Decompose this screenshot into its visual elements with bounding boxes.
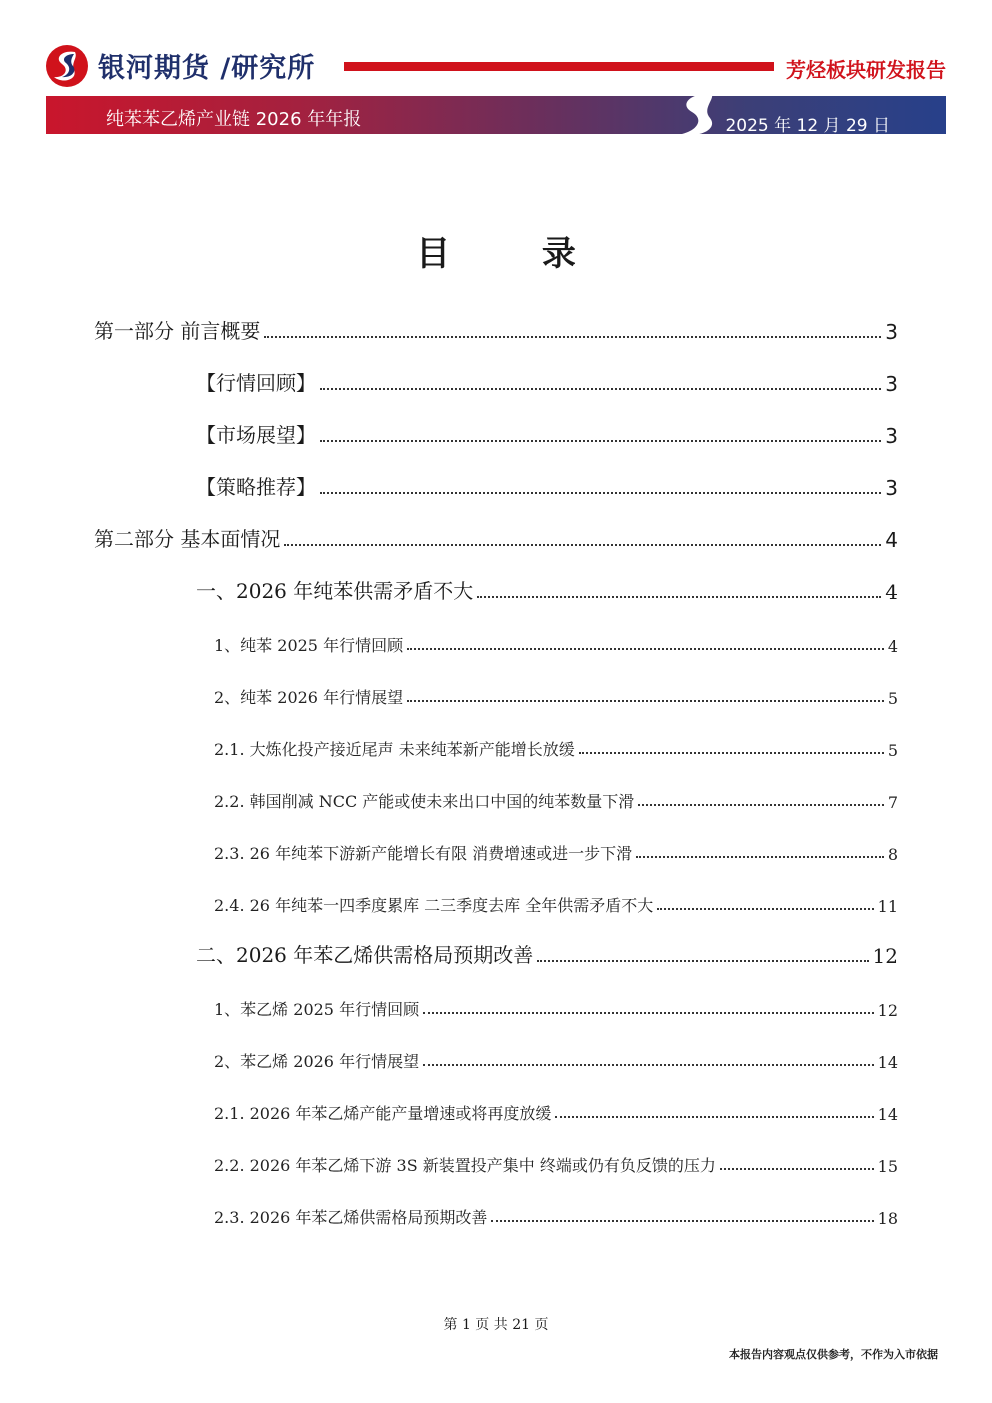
toc-entry-section-styrene[interactable] [196, 938, 898, 968]
toc-leader-dots [720, 1168, 874, 1170]
toc-entry-sub[interactable] [214, 1198, 898, 1228]
toc-entry-review[interactable] [196, 366, 898, 396]
toc-entry-page: 4 [885, 580, 898, 604]
toc-entry-page: 12 [877, 1001, 898, 1020]
toc-entry-page: 3 [885, 320, 898, 344]
toc-entry-label: 2.1. 2026 年苯乙烯产能产量增速或将再度放缓 [214, 1104, 552, 1123]
toc-entry-label: 2、苯乙烯 2026 年行情展望 [214, 1052, 420, 1071]
toc-entry-label: 2.2. 韩国削减 NCC 产能或使未来出口中国的纯苯数量下滑 [214, 792, 635, 811]
toc-leader-dots [423, 1012, 874, 1014]
brand-slash: / [220, 53, 232, 84]
toc-entry-sub[interactable] [214, 730, 898, 760]
footer-disclaimer: 本报告内容观点仅供参考，不作为入市依据 [729, 1348, 938, 1361]
toc-entry-page: 14 [877, 1053, 898, 1072]
toc-leader-dots [284, 544, 881, 546]
footer-page-number: 第 1 页 共 21 页 [443, 1317, 549, 1333]
toc-entry-sub[interactable] [214, 834, 898, 864]
toc-entry-sub[interactable] [214, 626, 898, 656]
report-type: 芳烃板块研发报告 [786, 58, 946, 82]
toc-entry-page: 15 [877, 1157, 898, 1176]
toc-leader-dots [657, 908, 873, 910]
toc-entry-strategy[interactable] [196, 470, 898, 500]
toc-leader-dots [638, 804, 884, 806]
toc-entry-label: 2.3. 2026 年苯乙烯供需格局预期改善 [214, 1208, 488, 1227]
toc-leader-dots [320, 440, 881, 442]
toc-entry-sub[interactable] [214, 1042, 898, 1072]
brand-name [98, 46, 315, 85]
toc-leader-dots [423, 1064, 874, 1066]
galaxy-logo-icon [44, 44, 90, 88]
toc-entry-sub[interactable] [214, 1094, 898, 1124]
swoosh-icon [668, 96, 732, 134]
toc-entry-page: 4 [887, 637, 898, 656]
toc-entry-label: 2.2. 2026 年苯乙烯下游 3S 新装置投产集中 终端或仍有负反馈的压力 [214, 1156, 716, 1175]
toc-entry-part-2[interactable] [94, 522, 898, 552]
toc-leader-dots [320, 492, 881, 494]
toc-entry-page: 11 [877, 897, 898, 916]
toc-entry-label: 【市场展望】 [196, 423, 316, 447]
toc-entry-page: 8 [887, 845, 898, 864]
toc-entry-label: 2.1. 大炼化投产接近尾声 未来纯苯新产能增长放缓 [214, 740, 575, 759]
toc-entry-sub[interactable] [214, 886, 898, 916]
toc-entry-sub[interactable] [214, 1146, 898, 1176]
toc-leader-dots [491, 1220, 873, 1222]
banner-title: 纯苯苯乙烯产业链 2026 年年报 [106, 109, 362, 130]
header-banner [46, 96, 946, 134]
toc-leader-dots [636, 856, 884, 858]
toc-entry-part-1[interactable] [94, 314, 898, 344]
toc-entry-page: 14 [877, 1105, 898, 1124]
toc-entry-label: 2、纯苯 2026 年行情展望 [214, 688, 404, 707]
toc-entry-sub[interactable] [214, 678, 898, 708]
toc-entry-sub[interactable] [214, 782, 898, 812]
toc-entry-label: 1、苯乙烯 2025 年行情回顾 [214, 1000, 420, 1019]
toc-leader-dots [477, 596, 881, 598]
toc-entry-page: 5 [887, 689, 898, 708]
header-red-bar [344, 62, 774, 71]
toc-entry-outlook[interactable] [196, 418, 898, 448]
toc-entry-label: 【行情回顾】 [196, 371, 316, 395]
toc-entry-page: 7 [887, 793, 898, 812]
toc-leader-dots [579, 752, 884, 754]
toc-leader-dots [555, 1116, 873, 1118]
brand-dept: 研究所 [231, 53, 316, 84]
toc-leader-dots [264, 336, 881, 338]
toc-leader-dots [407, 648, 884, 650]
toc-entry-page: 12 [872, 944, 898, 968]
toc-title: 目 录 [416, 234, 616, 274]
toc-entry-page: 3 [885, 372, 898, 396]
toc-entry-label: 第二部分 基本面情况 [94, 527, 281, 551]
toc-leader-dots [320, 388, 881, 390]
toc-entry-label: 1、纯苯 2025 年行情回顾 [214, 636, 404, 655]
toc-entry-page: 3 [885, 476, 898, 500]
toc-entry-label: 一、2026 年纯苯供需矛盾不大 [196, 579, 474, 603]
banner-date: 2025 年 12 月 29 日 [725, 116, 890, 134]
toc-entry-sub[interactable] [214, 990, 898, 1020]
toc-entry-label: 二、2026 年苯乙烯供需格局预期改善 [196, 943, 534, 967]
brand-company: 银河期货 [98, 53, 210, 84]
toc-leader-dots [537, 960, 868, 962]
toc-entry-page: 4 [885, 528, 898, 552]
toc-entry-page: 18 [877, 1209, 898, 1228]
toc-entry-label: 2.3. 26 年纯苯下游新产能增长有限 消费增速或进一步下滑 [214, 844, 633, 863]
toc-entry-label: 2.4. 26 年纯苯一四季度累库 二三季度去库 全年供需矛盾不大 [214, 896, 654, 915]
toc-entry-label: 第一部分 前言概要 [94, 319, 261, 343]
toc-entry-page: 3 [885, 424, 898, 448]
toc-entry-label: 【策略推荐】 [196, 475, 316, 499]
toc-entry-section-benzene[interactable] [196, 574, 898, 604]
toc-entry-page: 5 [887, 741, 898, 760]
toc-leader-dots [407, 700, 884, 702]
